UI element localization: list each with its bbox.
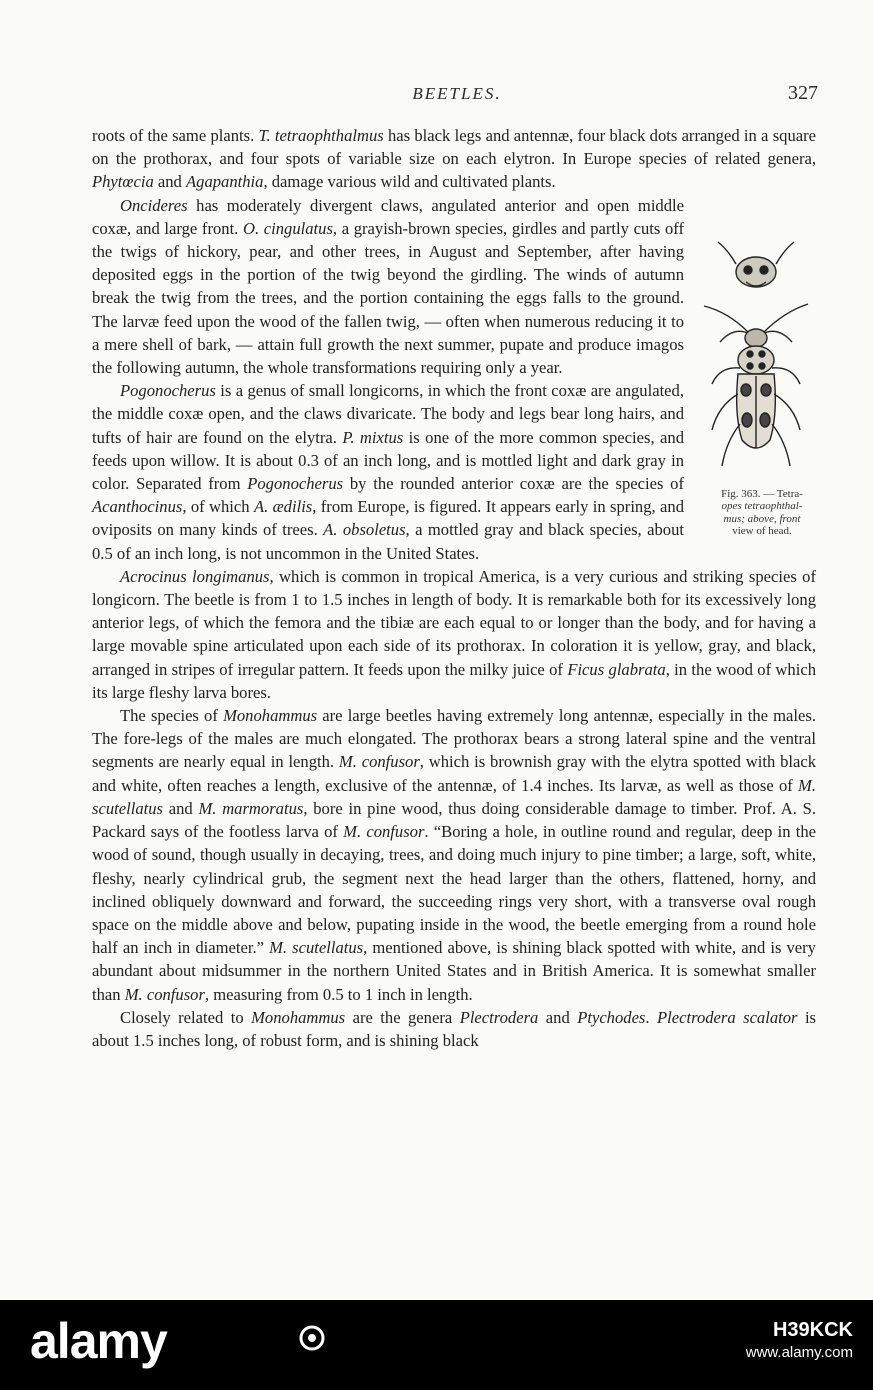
text-run: is a genus of small longicorns, in which the front coxæ are angulated, the middle coxæ open, and the claws divaricate. The body and legs bear long hairs, and tufts of hair are found on the elytra. bbox=[92, 381, 684, 447]
text-run: by the rounded anterior coxæ are the species of bbox=[343, 474, 684, 494]
brand-logo: alamy bbox=[30, 1313, 167, 1369]
text-run: The species of bbox=[120, 706, 224, 726]
species-name: Ptychodes bbox=[577, 1007, 646, 1027]
text-run: has black legs and antennæ, four black dots arranged in a square on the prothorax, and four spots of variable size on each elytron. In Europe species of related genera, bbox=[92, 126, 816, 169]
species-name: Phytœcia bbox=[92, 172, 154, 192]
text-run: , a mottled gray and black species, about 0.5 of an inch long, is not uncommon in the United States. bbox=[92, 520, 684, 563]
species-name: T. tetraophthalmus bbox=[258, 126, 384, 145]
text-run: , damage various wild and cultivated plants. bbox=[263, 172, 556, 192]
paragraph-1 bbox=[92, 124, 816, 194]
beetle-body-icon bbox=[704, 304, 808, 466]
text-run: , measuring from 0.5 to 1 inch in length. bbox=[204, 984, 473, 1004]
text-run: , in the wood of which its large fleshy larva bores. bbox=[92, 659, 816, 702]
species-name: Plectrodera bbox=[459, 1007, 539, 1027]
paragraph-6 bbox=[92, 1006, 816, 1052]
species-name: Monohammus bbox=[251, 1007, 346, 1027]
caption-line: opes tetraophthal- bbox=[721, 500, 803, 513]
caption-line: view of head. bbox=[732, 525, 792, 538]
text-run: are the genera bbox=[345, 1007, 460, 1027]
species-name: Agapanthia bbox=[186, 172, 264, 192]
site-url: www.alamy.com bbox=[745, 1344, 853, 1361]
text-run: . bbox=[645, 1007, 658, 1027]
text-run: , which is brownish gray with the elytra spotted with black and white, often reaches a length, exclusive of the antennæ, of 1.4 inches. Its larvæ, as well as those of bbox=[92, 752, 816, 795]
page-number: 327 bbox=[788, 82, 818, 104]
species-name: M. confusor bbox=[338, 752, 420, 772]
species-name: Ficus glabrata bbox=[567, 659, 666, 679]
species-name: A. obsoletus bbox=[323, 520, 406, 540]
species-name: M. confusor bbox=[343, 822, 425, 842]
species-name: Monohammus bbox=[223, 706, 318, 726]
stock-watermark-banner bbox=[0, 1300, 873, 1390]
species-name: M. scutellatus bbox=[269, 938, 364, 958]
text-run: , a grayish-brown species, girdles and partly cuts off the twigs of hickory, pear, and other trees, in August and September, after having deposited eggs in the portion of the twig beyond the girdling. The winds of autumn break the twig from the trees, and the portion containing the eggs falls to the ground. The larvæ feed upon the wood of the fallen twig, — often when numerous reducing it to a mere shell of bark, — attain full growth the next summer, pupate and produce imagos the following autumn, the whole transformations requiring only a year. bbox=[92, 218, 685, 378]
text-run: and bbox=[538, 1007, 578, 1027]
head-front-view-icon bbox=[718, 242, 794, 287]
species-name: Acrocinus longimanus bbox=[120, 566, 270, 586]
paragraph-5 bbox=[92, 704, 816, 1006]
text-run: , from Europe, is figured. It appears early in spring, and oviposits on many kinds of trees. bbox=[92, 497, 684, 540]
text-run: . “Boring a hole, in outline round and regular, deep in the wood of sound, though usually in decaying, trees, and doing much injury to pine timber; a large, soft, white, fleshy, nearly cylindrical grub, the segment next the head larger than the others, flattened, horny, and inclined obliquely downward and forward, the succeeding rings very short, with a transverse oval rough space on the middle above and below, pupating inside in the wood, the beetle emerging from a round hole half an inch in diameter.” bbox=[92, 822, 816, 958]
species-name: M. scutellatus bbox=[92, 775, 816, 818]
species-name: Plectrodera scalator bbox=[657, 1007, 798, 1027]
species-name: Pogonocherus bbox=[247, 474, 344, 494]
page-header bbox=[92, 84, 822, 108]
text-run: roots of the same plants. bbox=[92, 126, 259, 145]
text-run: Closely related to bbox=[120, 1007, 252, 1027]
species-name: Oncideres bbox=[120, 195, 188, 215]
text-run: are large beetles having extremely long antennæ, especially in the males. The fore-legs of the males are much elongated. The prothorax bears a strong lateral spine and the ventral segments are nearly equal in length. bbox=[92, 706, 817, 772]
text-run: , of which bbox=[182, 497, 254, 517]
caption-line: mus; above, front bbox=[723, 512, 801, 525]
running-head: BEETLES. bbox=[412, 84, 502, 103]
text-run: and bbox=[153, 172, 187, 192]
species-name: M. confusor bbox=[124, 984, 205, 1004]
text-run: is one of the more common species, and feeds upon willow. It is about 0.3 of an inch long, and is mottled light and dark gray in color. Separated from bbox=[92, 427, 684, 494]
species-name: M. marmoratus bbox=[198, 798, 304, 818]
species-name: Acanthocinus bbox=[92, 497, 183, 517]
species-name: P. mixtus bbox=[342, 427, 404, 447]
beetle-figure bbox=[698, 234, 822, 538]
body-text bbox=[92, 124, 816, 1052]
species-name: Pogonocherus bbox=[120, 381, 216, 401]
text-run: is about 1.5 inches long, of robust form, and is shining black bbox=[92, 1007, 817, 1050]
beetle-illustration bbox=[698, 234, 822, 484]
paragraph-4 bbox=[92, 565, 816, 704]
figure-caption bbox=[700, 488, 824, 538]
text-run: has moderately divergent claws, angulated anterior and open middle coxæ, and large front. bbox=[92, 195, 684, 238]
species-name: O. cingulatus bbox=[242, 218, 333, 238]
caption-line: Fig. 363. — Tetra- bbox=[721, 487, 803, 500]
image-id: H39KCK bbox=[772, 1319, 853, 1341]
text-run: , mentioned above, is shining black spotted with white, and is very abundant about midsummer in the northern United States and in British America. It is somewhat smaller than bbox=[92, 938, 816, 1004]
text-run: , which is common in tropical America, is a very curious and striking species of longicorn. The beetle is from 1 to 1.5 inches in length of body. It is remarkable both for its excessively long anterior legs, of which the femora and the tibiæ are each equal to or longer than the body, and for having a large movable spine articulated upon each side of its prothorax. In coloration it is yellow, gray, and black, arranged in stripes of irregular pattern. It feeds upon the milky juice of bbox=[92, 566, 817, 679]
logo-mark-icon bbox=[298, 1324, 326, 1352]
text-run: , bore in pine wood, thus doing considerable damage to timber. Prof. A. S. Packard says of the footless larva of bbox=[92, 798, 816, 842]
text-run: and bbox=[162, 798, 199, 818]
species-name: A. ædilis bbox=[253, 497, 313, 517]
